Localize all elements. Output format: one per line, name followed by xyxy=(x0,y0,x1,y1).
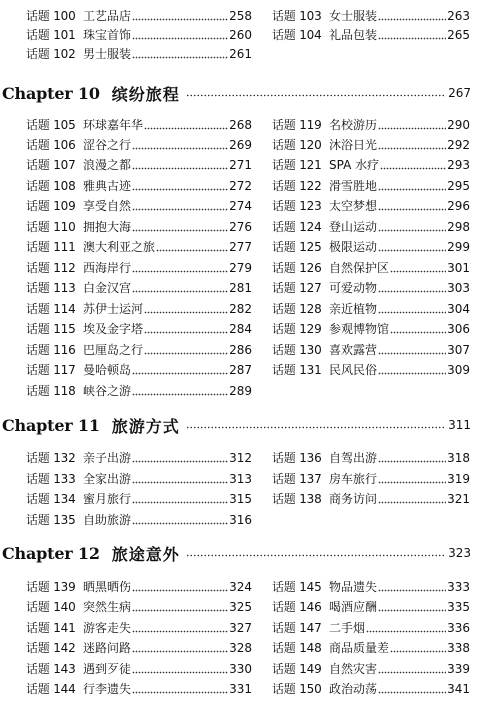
page-number: 258 xyxy=(229,9,252,23)
topic-number: 话题 106 xyxy=(26,138,76,152)
dot-leader xyxy=(378,578,446,597)
dot-leader xyxy=(144,116,228,135)
toc-entry[interactable] xyxy=(272,320,470,339)
toc-entry[interactable] xyxy=(26,341,252,360)
toc-entry[interactable] xyxy=(272,449,470,468)
toc-entry[interactable] xyxy=(272,680,470,699)
topic-number: 话题 129 xyxy=(272,322,322,336)
toc-entry[interactable] xyxy=(272,300,470,319)
dot-leader xyxy=(378,361,446,380)
topic-number: 话题 146 xyxy=(272,600,322,614)
page-number: 324 xyxy=(229,580,252,594)
topic-title: 遇到歹徒 xyxy=(83,662,132,676)
topic-number: 话题 149 xyxy=(272,662,322,676)
toc-entry[interactable] xyxy=(272,578,470,597)
topic-number: 话题 139 xyxy=(26,580,76,594)
toc-entry[interactable] xyxy=(26,680,252,699)
toc-entry[interactable] xyxy=(26,136,252,155)
toc-entry[interactable] xyxy=(26,177,252,196)
toc-entry[interactable] xyxy=(272,7,470,26)
page-number: 336 xyxy=(447,621,470,635)
page-number: 307 xyxy=(447,343,470,357)
toc-entry[interactable] xyxy=(272,598,470,617)
toc-entry[interactable] xyxy=(26,218,252,237)
topic-title: 埃及金字塔 xyxy=(83,322,144,336)
page-number: 333 xyxy=(447,580,470,594)
toc-entry[interactable] xyxy=(26,619,252,638)
chapter-heading[interactable] xyxy=(2,412,471,438)
chapter-label: Chapter 10 xyxy=(2,83,100,103)
topic-title: 雅典古迹 xyxy=(83,179,132,193)
topic-number: 话题 118 xyxy=(26,384,76,398)
page-number: 281 xyxy=(229,281,252,295)
topic-title: 工艺品店 xyxy=(83,9,132,23)
topic-title: 男士服装 xyxy=(83,47,132,61)
topic-title: 滑雪胜地 xyxy=(329,179,378,193)
page-number: 338 xyxy=(447,641,470,655)
topic-number: 话题 113 xyxy=(26,281,76,295)
dot-leader xyxy=(144,300,228,319)
page-number: 330 xyxy=(229,662,252,676)
topic-title: 环球嘉年华 xyxy=(83,118,144,132)
topic-title: 全家出游 xyxy=(83,472,132,486)
page-number: 289 xyxy=(229,384,252,398)
topic-title: 珠宝首饰 xyxy=(83,28,132,42)
page-number: 299 xyxy=(447,240,470,254)
topic-title: 民风民俗 xyxy=(329,363,378,377)
topic-number: 话题 121 xyxy=(272,158,322,172)
toc-entry[interactable] xyxy=(272,116,470,135)
topic-number: 话题 134 xyxy=(26,492,76,506)
topic-title: 房车旅行 xyxy=(329,472,378,486)
topic-number: 话题 143 xyxy=(26,662,76,676)
page-number: 293 xyxy=(447,158,470,172)
toc-entry[interactable] xyxy=(272,197,470,216)
topic-title: 可爱动物 xyxy=(329,281,378,295)
toc-entry[interactable] xyxy=(26,45,252,64)
dot-leader xyxy=(132,490,228,509)
topic-number: 话题 147 xyxy=(272,621,322,635)
page-number: 260 xyxy=(229,28,252,42)
dot-leader xyxy=(378,279,446,298)
topic-title: 享受自然 xyxy=(83,199,132,213)
chapter-page-number: 323 xyxy=(448,546,471,560)
topic-number: 话题 101 xyxy=(26,28,76,42)
dot-leader xyxy=(378,238,446,257)
topic-number: 话题 108 xyxy=(26,179,76,193)
topic-title: 礼品包装 xyxy=(329,28,378,42)
topic-title: 名校游历 xyxy=(329,118,378,132)
toc-entry[interactable] xyxy=(272,639,470,658)
topic-number: 话题 112 xyxy=(26,261,76,275)
dot-leader xyxy=(366,619,446,638)
topic-number: 话题 125 xyxy=(272,240,322,254)
page-number: 269 xyxy=(229,138,252,152)
toc-entry[interactable] xyxy=(26,156,252,175)
toc-entry[interactable] xyxy=(26,238,252,257)
topic-title: 参观博物馆 xyxy=(329,322,390,336)
dot-leader xyxy=(132,382,228,401)
dot-leader xyxy=(132,136,228,155)
topic-title: 西海岸行 xyxy=(83,261,132,275)
chapter-page-number: 267 xyxy=(448,86,471,100)
topic-title: 物品遗失 xyxy=(329,580,378,594)
topic-title: 亲子出游 xyxy=(83,451,132,465)
topic-number: 话题 127 xyxy=(272,281,322,295)
page-number: 277 xyxy=(229,240,252,254)
page-number: 304 xyxy=(447,302,470,316)
toc-entry[interactable] xyxy=(26,116,252,135)
page-number: 309 xyxy=(447,363,470,377)
page-number: 321 xyxy=(447,492,470,506)
dot-leader xyxy=(378,177,446,196)
toc-entry[interactable] xyxy=(26,7,252,26)
topic-title: 自助旅游 xyxy=(83,513,132,527)
dot-leader xyxy=(132,259,228,278)
toc-entry[interactable] xyxy=(26,578,252,597)
topic-title: 苏伊士运河 xyxy=(83,302,144,316)
dot-leader xyxy=(132,45,228,64)
topic-title: 喜欢露营 xyxy=(329,343,378,357)
dot-leader xyxy=(378,7,446,26)
topic-title: 蜜月旅行 xyxy=(83,492,132,506)
dot-leader xyxy=(390,320,446,339)
topic-title: 浪漫之都 xyxy=(83,158,132,172)
topic-number: 话题 117 xyxy=(26,363,76,377)
chapter-label: Chapter 12 xyxy=(2,543,100,563)
page-number: 290 xyxy=(447,118,470,132)
toc-entry[interactable] xyxy=(272,156,470,175)
page-number: 295 xyxy=(447,179,470,193)
chapter-heading[interactable] xyxy=(2,540,471,566)
dot-leader xyxy=(132,660,228,679)
topic-number: 话题 128 xyxy=(272,302,322,316)
topic-title: 突然生病 xyxy=(83,600,132,614)
toc-entry[interactable] xyxy=(272,279,470,298)
chapter-title: 旅途意外 xyxy=(111,544,180,564)
dot-leader xyxy=(132,511,228,530)
dot-leader xyxy=(156,238,228,257)
dot-leader xyxy=(132,279,228,298)
topic-number: 话题 145 xyxy=(272,580,322,594)
dot-leader xyxy=(132,578,228,597)
dot-leader xyxy=(186,412,444,438)
topic-title: 曼哈顿岛 xyxy=(83,363,132,377)
topic-number: 话题 141 xyxy=(26,621,76,635)
page-number: 303 xyxy=(447,281,470,295)
chapter-title: 旅游方式 xyxy=(111,416,180,436)
topic-title: 自驾出游 xyxy=(329,451,378,465)
topic-number: 话题 150 xyxy=(272,682,322,696)
topic-title: 登山运动 xyxy=(329,220,378,234)
topic-title: 拥抱大海 xyxy=(83,220,132,234)
dot-leader xyxy=(380,156,446,175)
dot-leader xyxy=(132,470,228,489)
page-number: 312 xyxy=(229,451,252,465)
page-number: 284 xyxy=(229,322,252,336)
page-number: 271 xyxy=(229,158,252,172)
topic-title: 太空梦想 xyxy=(329,199,378,213)
dot-leader xyxy=(132,177,228,196)
dot-leader xyxy=(132,639,228,658)
topic-title: 自然灾害 xyxy=(329,662,378,676)
topic-title: 极限运动 xyxy=(329,240,378,254)
dot-leader xyxy=(132,26,228,45)
topic-number: 话题 123 xyxy=(272,199,322,213)
topic-number: 话题 144 xyxy=(26,682,76,696)
page-number: 318 xyxy=(447,451,470,465)
topic-title: 自然保护区 xyxy=(329,261,390,275)
topic-number: 话题 111 xyxy=(26,240,76,254)
page-number: 287 xyxy=(229,363,252,377)
topic-title: 白金汉宫 xyxy=(83,281,132,295)
page-number: 325 xyxy=(229,600,252,614)
dot-leader xyxy=(378,26,446,45)
toc-entry[interactable] xyxy=(272,26,470,45)
topic-number: 话题 102 xyxy=(26,47,76,61)
toc-entry[interactable] xyxy=(26,470,252,489)
page-number: 276 xyxy=(229,220,252,234)
topic-number: 话题 110 xyxy=(26,220,76,234)
page-number: 341 xyxy=(447,682,470,696)
topic-number: 话题 140 xyxy=(26,600,76,614)
topic-number: 话题 137 xyxy=(272,472,322,486)
topic-number: 话题 120 xyxy=(272,138,322,152)
dot-leader xyxy=(132,680,228,699)
topic-title: 游客走失 xyxy=(83,621,132,635)
toc-entry[interactable] xyxy=(26,26,252,45)
topic-title: 迷路问路 xyxy=(83,641,132,655)
topic-title: SPA 水疗 xyxy=(329,158,380,172)
page-number: 306 xyxy=(447,322,470,336)
topic-number: 话题 133 xyxy=(26,472,76,486)
toc-entry[interactable] xyxy=(272,470,470,489)
dot-leader xyxy=(378,136,446,155)
topic-number: 话题 136 xyxy=(272,451,322,465)
toc-entry[interactable] xyxy=(26,320,252,339)
page-number: 301 xyxy=(447,261,470,275)
page-number: 292 xyxy=(447,138,470,152)
toc-entry[interactable] xyxy=(26,511,252,530)
dot-leader xyxy=(378,218,446,237)
dot-leader xyxy=(378,470,446,489)
page-number: 261 xyxy=(229,47,252,61)
toc-entry[interactable] xyxy=(26,361,252,380)
chapter-label: Chapter 11 xyxy=(2,415,100,435)
dot-leader xyxy=(132,361,228,380)
chapter-title: 缤纷旅程 xyxy=(111,84,180,104)
toc-entry[interactable] xyxy=(272,361,470,380)
dot-leader xyxy=(132,197,228,216)
dot-leader xyxy=(378,490,446,509)
topic-number: 话题 148 xyxy=(272,641,322,655)
topic-title: 二手烟 xyxy=(329,621,366,635)
toc-entry[interactable] xyxy=(272,218,470,237)
page-number: 339 xyxy=(447,662,470,676)
page-number: 327 xyxy=(229,621,252,635)
toc-entry[interactable] xyxy=(272,341,470,360)
dot-leader xyxy=(378,341,446,360)
dot-leader xyxy=(378,680,446,699)
dot-leader xyxy=(132,619,228,638)
dot-leader xyxy=(390,639,446,658)
topic-number: 话题 109 xyxy=(26,199,76,213)
dot-leader xyxy=(378,116,446,135)
toc-entry[interactable] xyxy=(26,490,252,509)
topic-number: 话题 104 xyxy=(272,28,322,42)
dot-leader xyxy=(132,598,228,617)
topic-number: 话题 107 xyxy=(26,158,76,172)
topic-number: 话题 135 xyxy=(26,513,76,527)
topic-title: 女士服装 xyxy=(329,9,378,23)
toc-entry[interactable] xyxy=(26,449,252,468)
dot-leader xyxy=(144,320,228,339)
toc-entry[interactable] xyxy=(272,177,470,196)
dot-leader xyxy=(144,341,228,360)
dot-leader xyxy=(132,218,228,237)
toc-entry[interactable] xyxy=(272,259,470,278)
dot-leader xyxy=(378,300,446,319)
page-number: 282 xyxy=(229,302,252,316)
dot-leader xyxy=(186,80,444,106)
toc-entry[interactable] xyxy=(26,197,252,216)
topic-title: 晒黑晒伤 xyxy=(83,580,132,594)
page-number: 296 xyxy=(447,199,470,213)
dot-leader xyxy=(132,7,228,26)
dot-leader xyxy=(132,156,228,175)
topic-title: 涩谷之行 xyxy=(83,138,132,152)
toc-entry[interactable] xyxy=(26,598,252,617)
topic-number: 话题 124 xyxy=(272,220,322,234)
page-number: 263 xyxy=(447,9,470,23)
page-number: 328 xyxy=(229,641,252,655)
page-number: 279 xyxy=(229,261,252,275)
toc-entry[interactable] xyxy=(26,639,252,658)
toc-entry[interactable] xyxy=(26,259,252,278)
topic-title: 政治动荡 xyxy=(329,682,378,696)
toc-entry[interactable] xyxy=(272,619,470,638)
dot-leader xyxy=(378,449,446,468)
page-number: 335 xyxy=(447,600,470,614)
toc-entry[interactable] xyxy=(272,238,470,257)
page-number: 286 xyxy=(229,343,252,357)
toc-entry[interactable] xyxy=(26,279,252,298)
topic-number: 话题 100 xyxy=(26,9,76,23)
topic-number: 话题 131 xyxy=(272,363,322,377)
page-number: 274 xyxy=(229,199,252,213)
topic-number: 话题 142 xyxy=(26,641,76,655)
page-number: 319 xyxy=(447,472,470,486)
toc-entry[interactable] xyxy=(272,660,470,679)
page-number: 298 xyxy=(447,220,470,234)
toc-entry[interactable] xyxy=(272,136,470,155)
dot-leader xyxy=(378,197,446,216)
topic-title: 喝酒应酬 xyxy=(329,600,378,614)
topic-title: 沐浴日光 xyxy=(329,138,378,152)
topic-title: 澳大利亚之旅 xyxy=(83,240,156,254)
topic-number: 话题 122 xyxy=(272,179,322,193)
topic-title: 亲近植物 xyxy=(329,302,378,316)
topic-title: 峡谷之游 xyxy=(83,384,132,398)
chapter-page-number: 311 xyxy=(448,418,471,432)
topic-number: 话题 119 xyxy=(272,118,322,132)
toc-entry[interactable] xyxy=(26,300,252,319)
page-number: 265 xyxy=(447,28,470,42)
chapter-heading[interactable] xyxy=(2,80,471,106)
dot-leader xyxy=(378,598,446,617)
topic-title: 商品质量差 xyxy=(329,641,390,655)
topic-number: 话题 103 xyxy=(272,9,322,23)
page-number: 331 xyxy=(229,682,252,696)
dot-leader xyxy=(390,259,446,278)
topic-number: 话题 130 xyxy=(272,343,322,357)
page-number: 316 xyxy=(229,513,252,527)
topic-title: 巴厘岛之行 xyxy=(83,343,144,357)
page-number: 268 xyxy=(229,118,252,132)
topic-title: 行李遗失 xyxy=(83,682,132,696)
dot-leader xyxy=(186,540,444,566)
topic-number: 话题 114 xyxy=(26,302,76,316)
toc-entry[interactable] xyxy=(26,382,252,401)
page-number: 272 xyxy=(229,179,252,193)
toc-entry[interactable] xyxy=(26,660,252,679)
topic-number: 话题 105 xyxy=(26,118,76,132)
topic-number: 话题 132 xyxy=(26,451,76,465)
dot-leader xyxy=(378,660,446,679)
topic-number: 话题 138 xyxy=(272,492,322,506)
dot-leader xyxy=(132,449,228,468)
topic-number: 话题 126 xyxy=(272,261,322,275)
topic-title: 商务访问 xyxy=(329,492,378,506)
toc-entry[interactable] xyxy=(272,490,470,509)
topic-number: 话题 116 xyxy=(26,343,76,357)
topic-number: 话题 115 xyxy=(26,322,76,336)
page-number: 315 xyxy=(229,492,252,506)
page-number: 313 xyxy=(229,472,252,486)
